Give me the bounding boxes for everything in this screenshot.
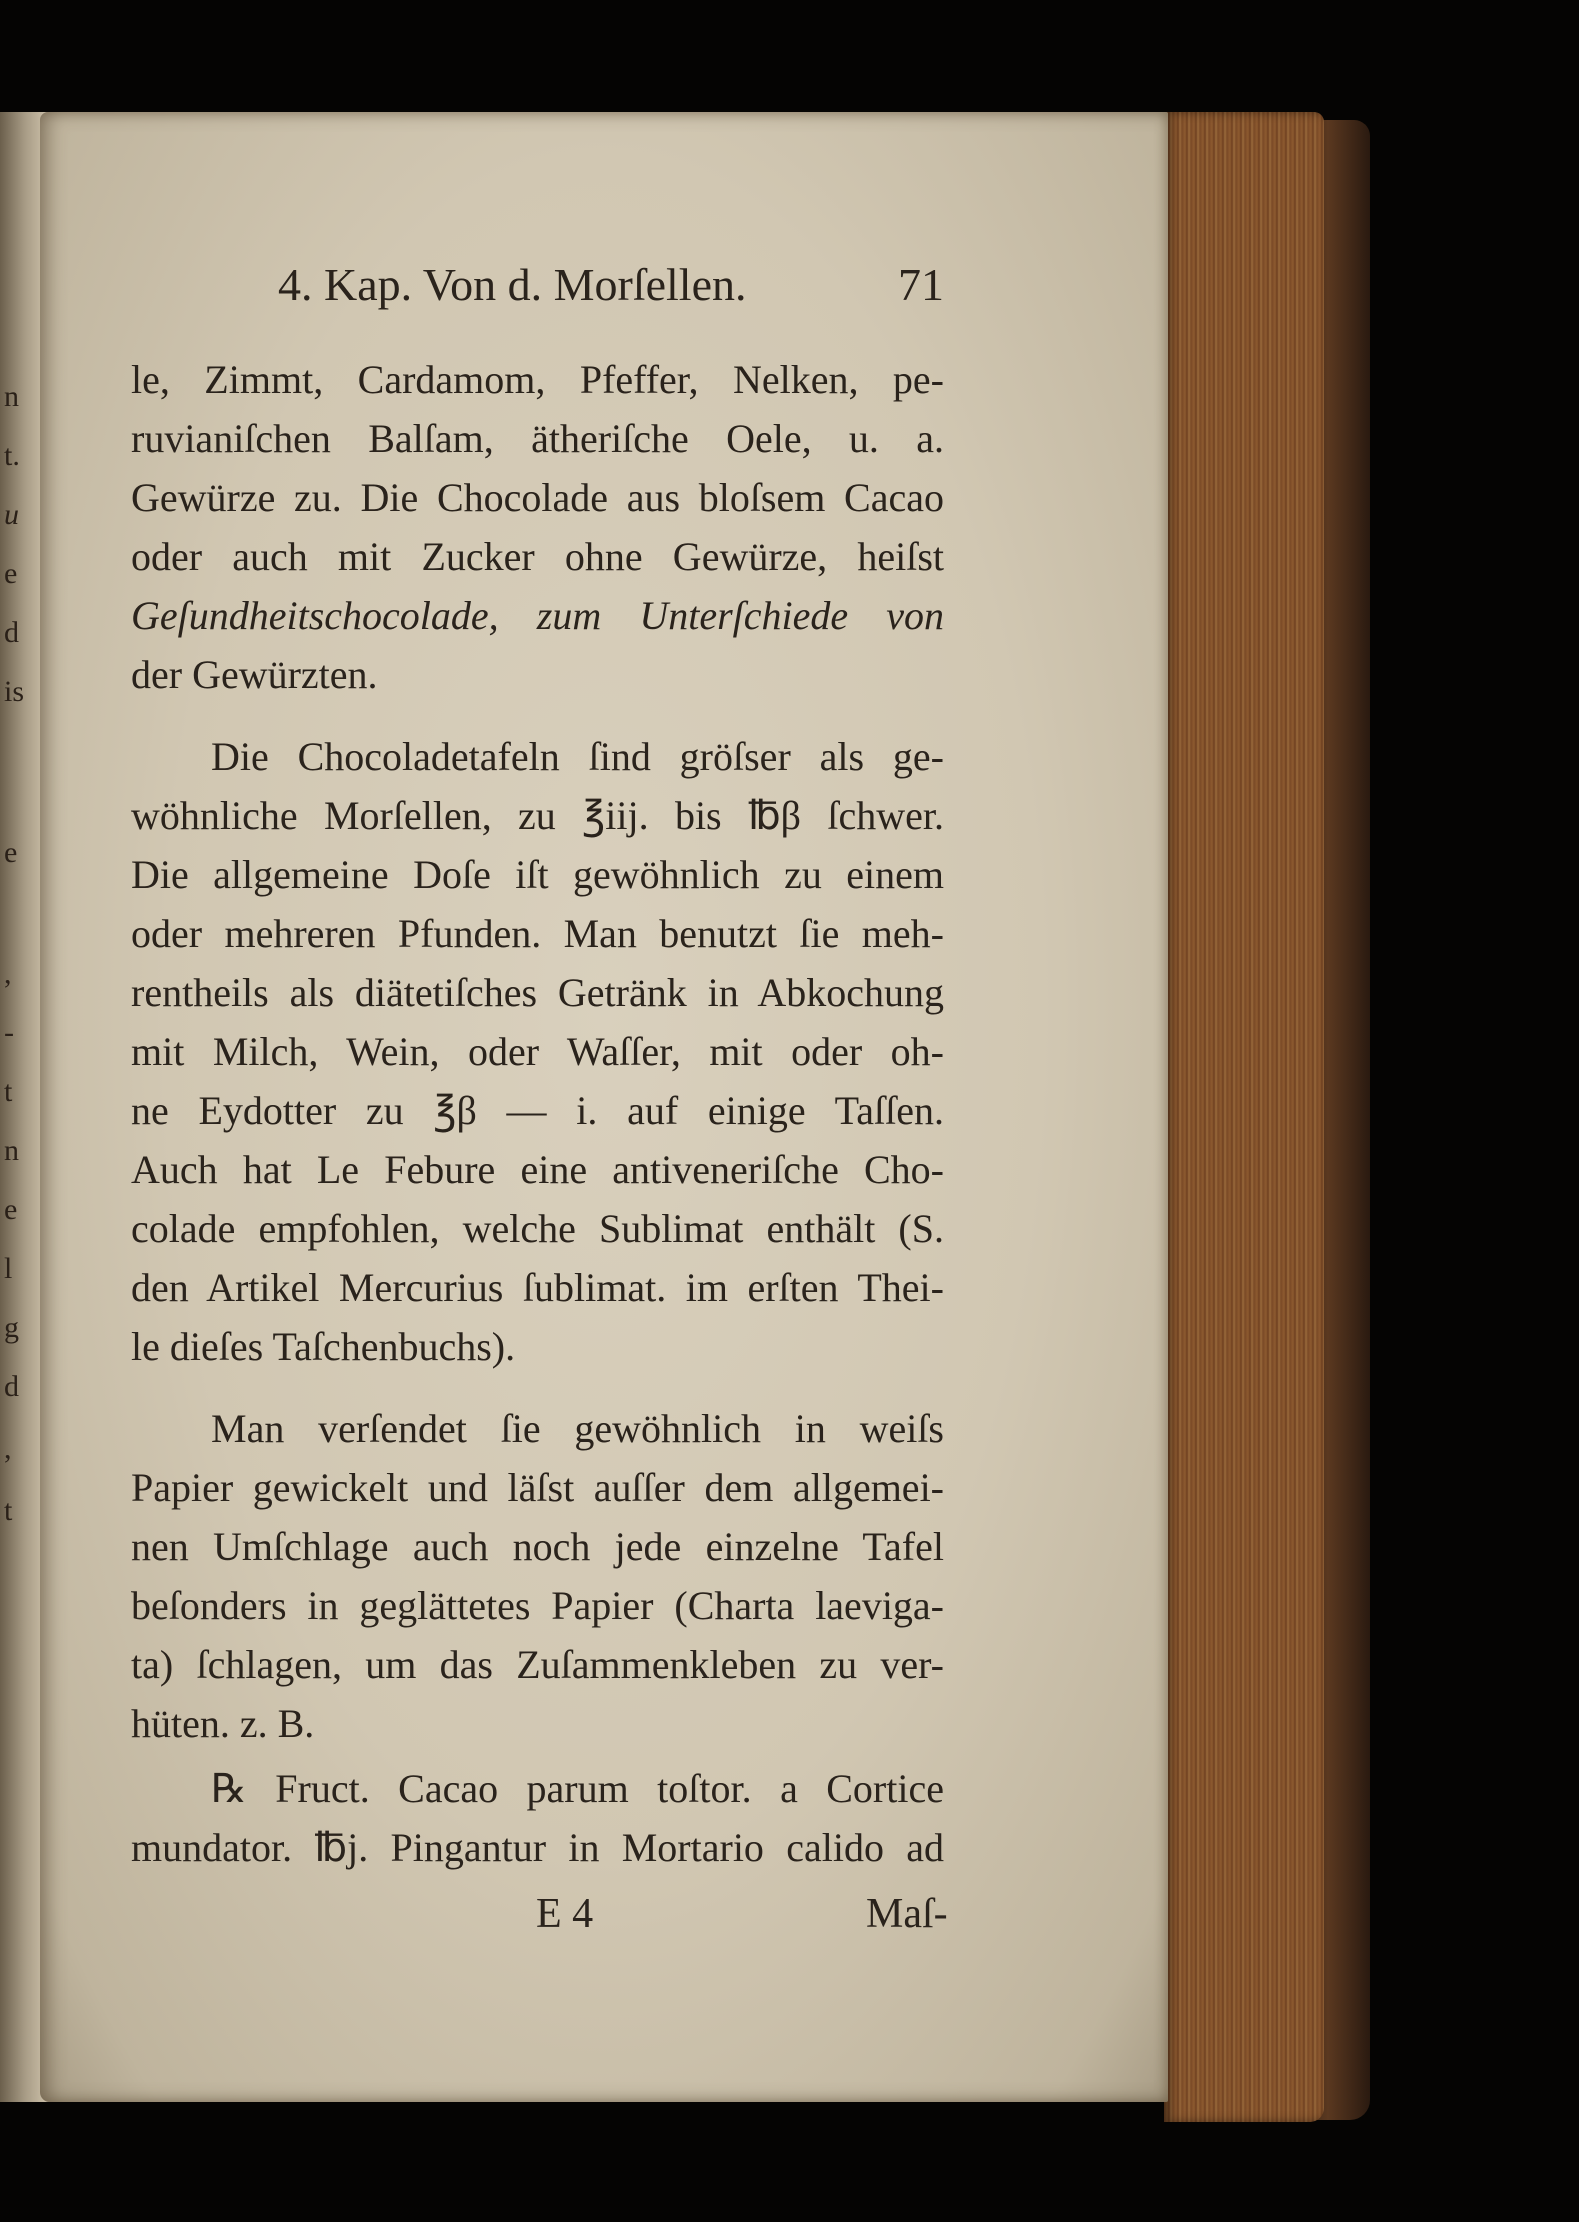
text-line: Geſundheitschocolade, zum Unterſchiede von [131,593,944,638]
prev-page-fragment: t [4,1494,13,1527]
prev-page-fragment: d [4,1370,19,1403]
text-line: Man verſendet ſie gewöhnlich in weiſs [211,1406,944,1451]
prev-page-fragment: n [4,380,19,413]
prev-page-fragment: - [4,1016,14,1049]
text-line: beſonders in geglättetes Papier (Charta laeviga- [131,1583,944,1628]
text-line: ruvianiſchen Balſam, ätheriſche Oele, u. a. [131,416,944,461]
text-line: hüten. z. B. [131,1701,315,1746]
text-line: Papier gewickelt und läſst auſſer dem allgemei- [131,1465,944,1510]
text-line: mit Milch, Wein, oder Waſſer, mit oder oh- [131,1029,944,1074]
prev-page-fragment: , [4,1432,12,1465]
prev-page-fragment: t. [4,439,20,472]
text-line: rentheils als diätetiſches Getränk in Abkochung [131,970,944,1015]
prev-page-fragment: e [4,557,18,590]
text-line: ta) ſchlagen, um das Zuſammenkleben zu ver- [131,1642,944,1687]
prev-page-fragment: , [4,957,12,990]
text-line: le, Zimmt, Cardamom, Pfeffer, Nelken, pe- [131,357,944,402]
text-line: nen Umſchlage auch noch jede einzelne Tafel [131,1524,944,1569]
text-line: colade empfohlen, welche Sublimat enthält (S. [131,1206,944,1251]
catchword: Maſ- [866,1891,948,1937]
text-line: wöhnliche Morſellen, zu ℥iij. bis ℔β ſchwer. [131,793,944,838]
text-line: Auch hat Le Febure eine antiveneriſche Cho- [131,1147,944,1192]
text-line: oder auch mit Zucker ohne Gewürze, heiſst [131,534,944,579]
prev-page-fragment: g [4,1311,19,1344]
text-line: den Artikel Mercurius ſublimat. im erſten Thei- [131,1265,944,1310]
prev-page-fragment: e [4,1193,18,1226]
signature-mark: E 4 [536,1891,594,1937]
text-line: ne Eydotter zu ℥β — i. auf einige Taſſen. [131,1088,944,1133]
text-line: le dieſes Taſchenbuchs). [131,1324,516,1369]
prev-page-fragment: u [4,498,19,531]
running-head: 4. Kap. Von d. Morſellen. [278,259,747,310]
prev-page-fragment: is [4,675,25,708]
prev-page-fragment: d [4,616,19,649]
prev-page-fragment: e [4,836,18,869]
text-line: ℞ Fruct. Cacao parum toſtor. a Cortice [211,1766,944,1811]
prev-page-fragment: l [4,1252,13,1285]
text-line: Gewürze zu. Die Chocolade aus bloſsem Cacao [131,475,944,520]
text-line: mundator. ℔j. Pingantur in Mortario calido ad [131,1825,944,1870]
page-number: 71 [898,259,944,310]
prev-page-fragment: n [4,1134,19,1167]
text-line: Die allgemeine Doſe iſt gewöhnlich zu einem [131,852,944,897]
text-line: Die Chocoladetafeln ſind gröſser als ge- [211,734,944,779]
page-block-edge [1164,112,1324,2122]
prev-page-fragment: t [4,1075,13,1108]
text-line: der Gewürzten. [131,652,378,697]
text-line: oder mehreren Pfunden. Man benutzt ſie meh- [131,911,944,956]
